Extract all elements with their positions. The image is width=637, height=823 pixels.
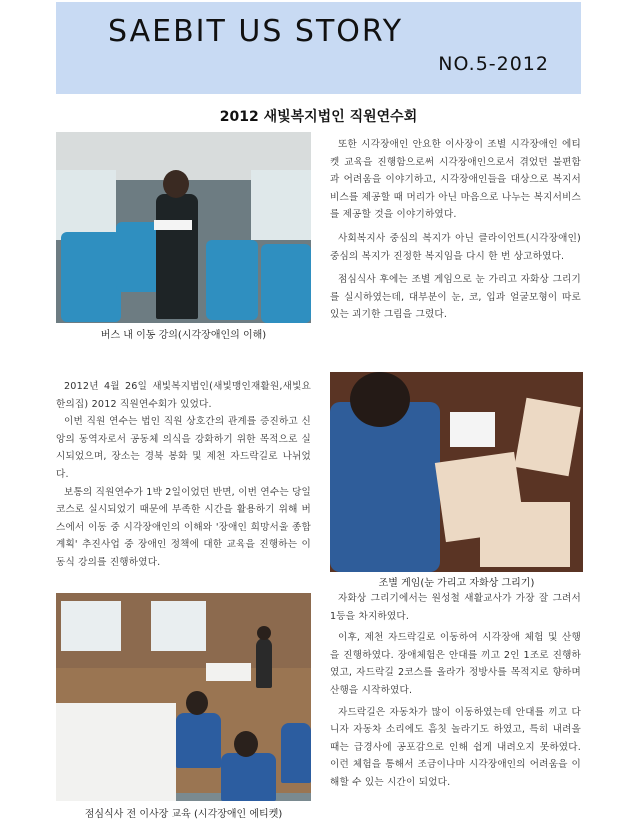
- paragraph: 이후, 제천 자드락길로 이동하여 시각장애 체험 및 산행을 진행하였다. 장애체험은 안대를 끼고 2인 1조로 진행하였고, 자드락길 2코스를 올라가 정방사를 목적지로 향하며 산행을 시작하였다.: [330, 632, 581, 696]
- bus-lecture-photo: [56, 132, 311, 323]
- attendee-head: [234, 731, 258, 757]
- speaker-figure: [256, 638, 272, 688]
- paragraph: 또한 시각장애인 안요한 이사장이 조별 시각장애인 에티켓 교육을 진행함으로써 시각장애인으로서 겪었던 불편함과 어려움을 이야기하고, 시각장애인들을 대상으로 복지서비스를 제공할 때 머리가 아닌 마음으로 나누는 복지서비스를 제공할 것을 이야기하였다.: [330, 139, 581, 221]
- article-text-right-top: [330, 136, 581, 324]
- attendee-figure: [176, 713, 221, 768]
- lecturer-head: [163, 170, 189, 198]
- white-sheet: [450, 412, 495, 447]
- masthead-banner: [56, 2, 581, 94]
- newsletter-title: SAEBIT US STORY: [108, 14, 404, 49]
- article-text-left-middle: [56, 378, 311, 572]
- lecture-notes: [154, 220, 192, 230]
- dining-table: [56, 703, 176, 801]
- lecturer-figure: [156, 194, 198, 319]
- bus-window-shape: [56, 170, 116, 240]
- dining-table: [206, 663, 251, 681]
- speaker-head: [257, 626, 271, 640]
- paragraph: 사회복지사 중심의 복지가 아닌 클라이언트(시각장애인)중심의 복지가 진정한 복지임을 다시 한 번 상고하였다.: [330, 232, 581, 262]
- drawing-game-photo: [330, 372, 583, 572]
- paragraph: 점심식사 후에는 조별 게임으로 눈 가리고 자화상 그리기를 실시하였는데, 대부분이 눈, 코, 입과 얼굴모형이 따로 있는 괴기한 그림을 그렸다.: [330, 274, 581, 321]
- attendee-figure: [221, 753, 276, 801]
- paragraph: 2012년 4월 26일 새빛복지법인(새빛맹인재활원,새빛요한의집) 2012 직원연수회가 있었다.: [56, 381, 311, 410]
- article-text-right-bottom: [330, 590, 581, 792]
- article-headline: 2012 새빛복지법인 직원연수회: [219, 109, 418, 125]
- participant-head: [350, 372, 410, 427]
- paragraph: 이번 직원 연수는 법인 직원 상호간의 관계를 증진하고 신앙의 동역자로서 공동체 의식을 강화하기 위한 목적으로 실시되었으며, 장소는 경북 봉화 및 제천 자드락길로 나뉘었다.: [56, 416, 311, 480]
- paragraph: 자드락길은 자동차가 많이 이동하였는데 안대를 끼고 다니자 자동차 소리에도 흠칫 놀라기도 하였고, 특히 내려올 때는 급경사에 공포감으로 인해 쉽게 내려오지 못하였다. 이런 체험을 통해서 조금이나마 시각장애인의 어려움을 이해할 수 있는 시간이 되었다.: [330, 706, 581, 788]
- participant-vest: [330, 402, 440, 572]
- photo-caption: 조별 게임(눈 가리고 자화상 그리기): [378, 578, 535, 589]
- photo-caption: 버스 내 이동 강의(시각장애인의 이해): [100, 330, 267, 341]
- paragraph: 보통의 직원연수가 1박 2일이었던 반면, 이번 연수는 당일 코스로 실시되었기 때문에 부족한 시간을 활용하기 위해 버스에서 이동 중 시각장애인의 이해와 '장애인 희망서울 종합계획' 추진사업 중 장애인 정책에 대한 교육을 진행하는 이동식 강의를 진행하였다.: [56, 486, 311, 568]
- photo-caption: 점심식사 전 이사장 교육 (시각장애인 에티켓): [84, 809, 283, 820]
- bus-seat-shape: [206, 240, 258, 320]
- bus-window-shape: [251, 170, 311, 240]
- bus-seat-shape: [261, 244, 311, 323]
- issue-number: NO.5-2012: [438, 53, 549, 75]
- drawing-paper: [480, 502, 570, 567]
- lunch-hall-photo: [56, 593, 311, 801]
- hall-window: [61, 601, 121, 651]
- bus-seat-shape: [61, 232, 121, 322]
- hall-window: [151, 601, 206, 651]
- paragraph: 자화상 그리기에서는 원성철 새활교사가 가장 잘 그려서 1등을 차지하였다.: [330, 593, 581, 622]
- attendee-head: [186, 691, 208, 715]
- attendee-figure: [281, 723, 311, 783]
